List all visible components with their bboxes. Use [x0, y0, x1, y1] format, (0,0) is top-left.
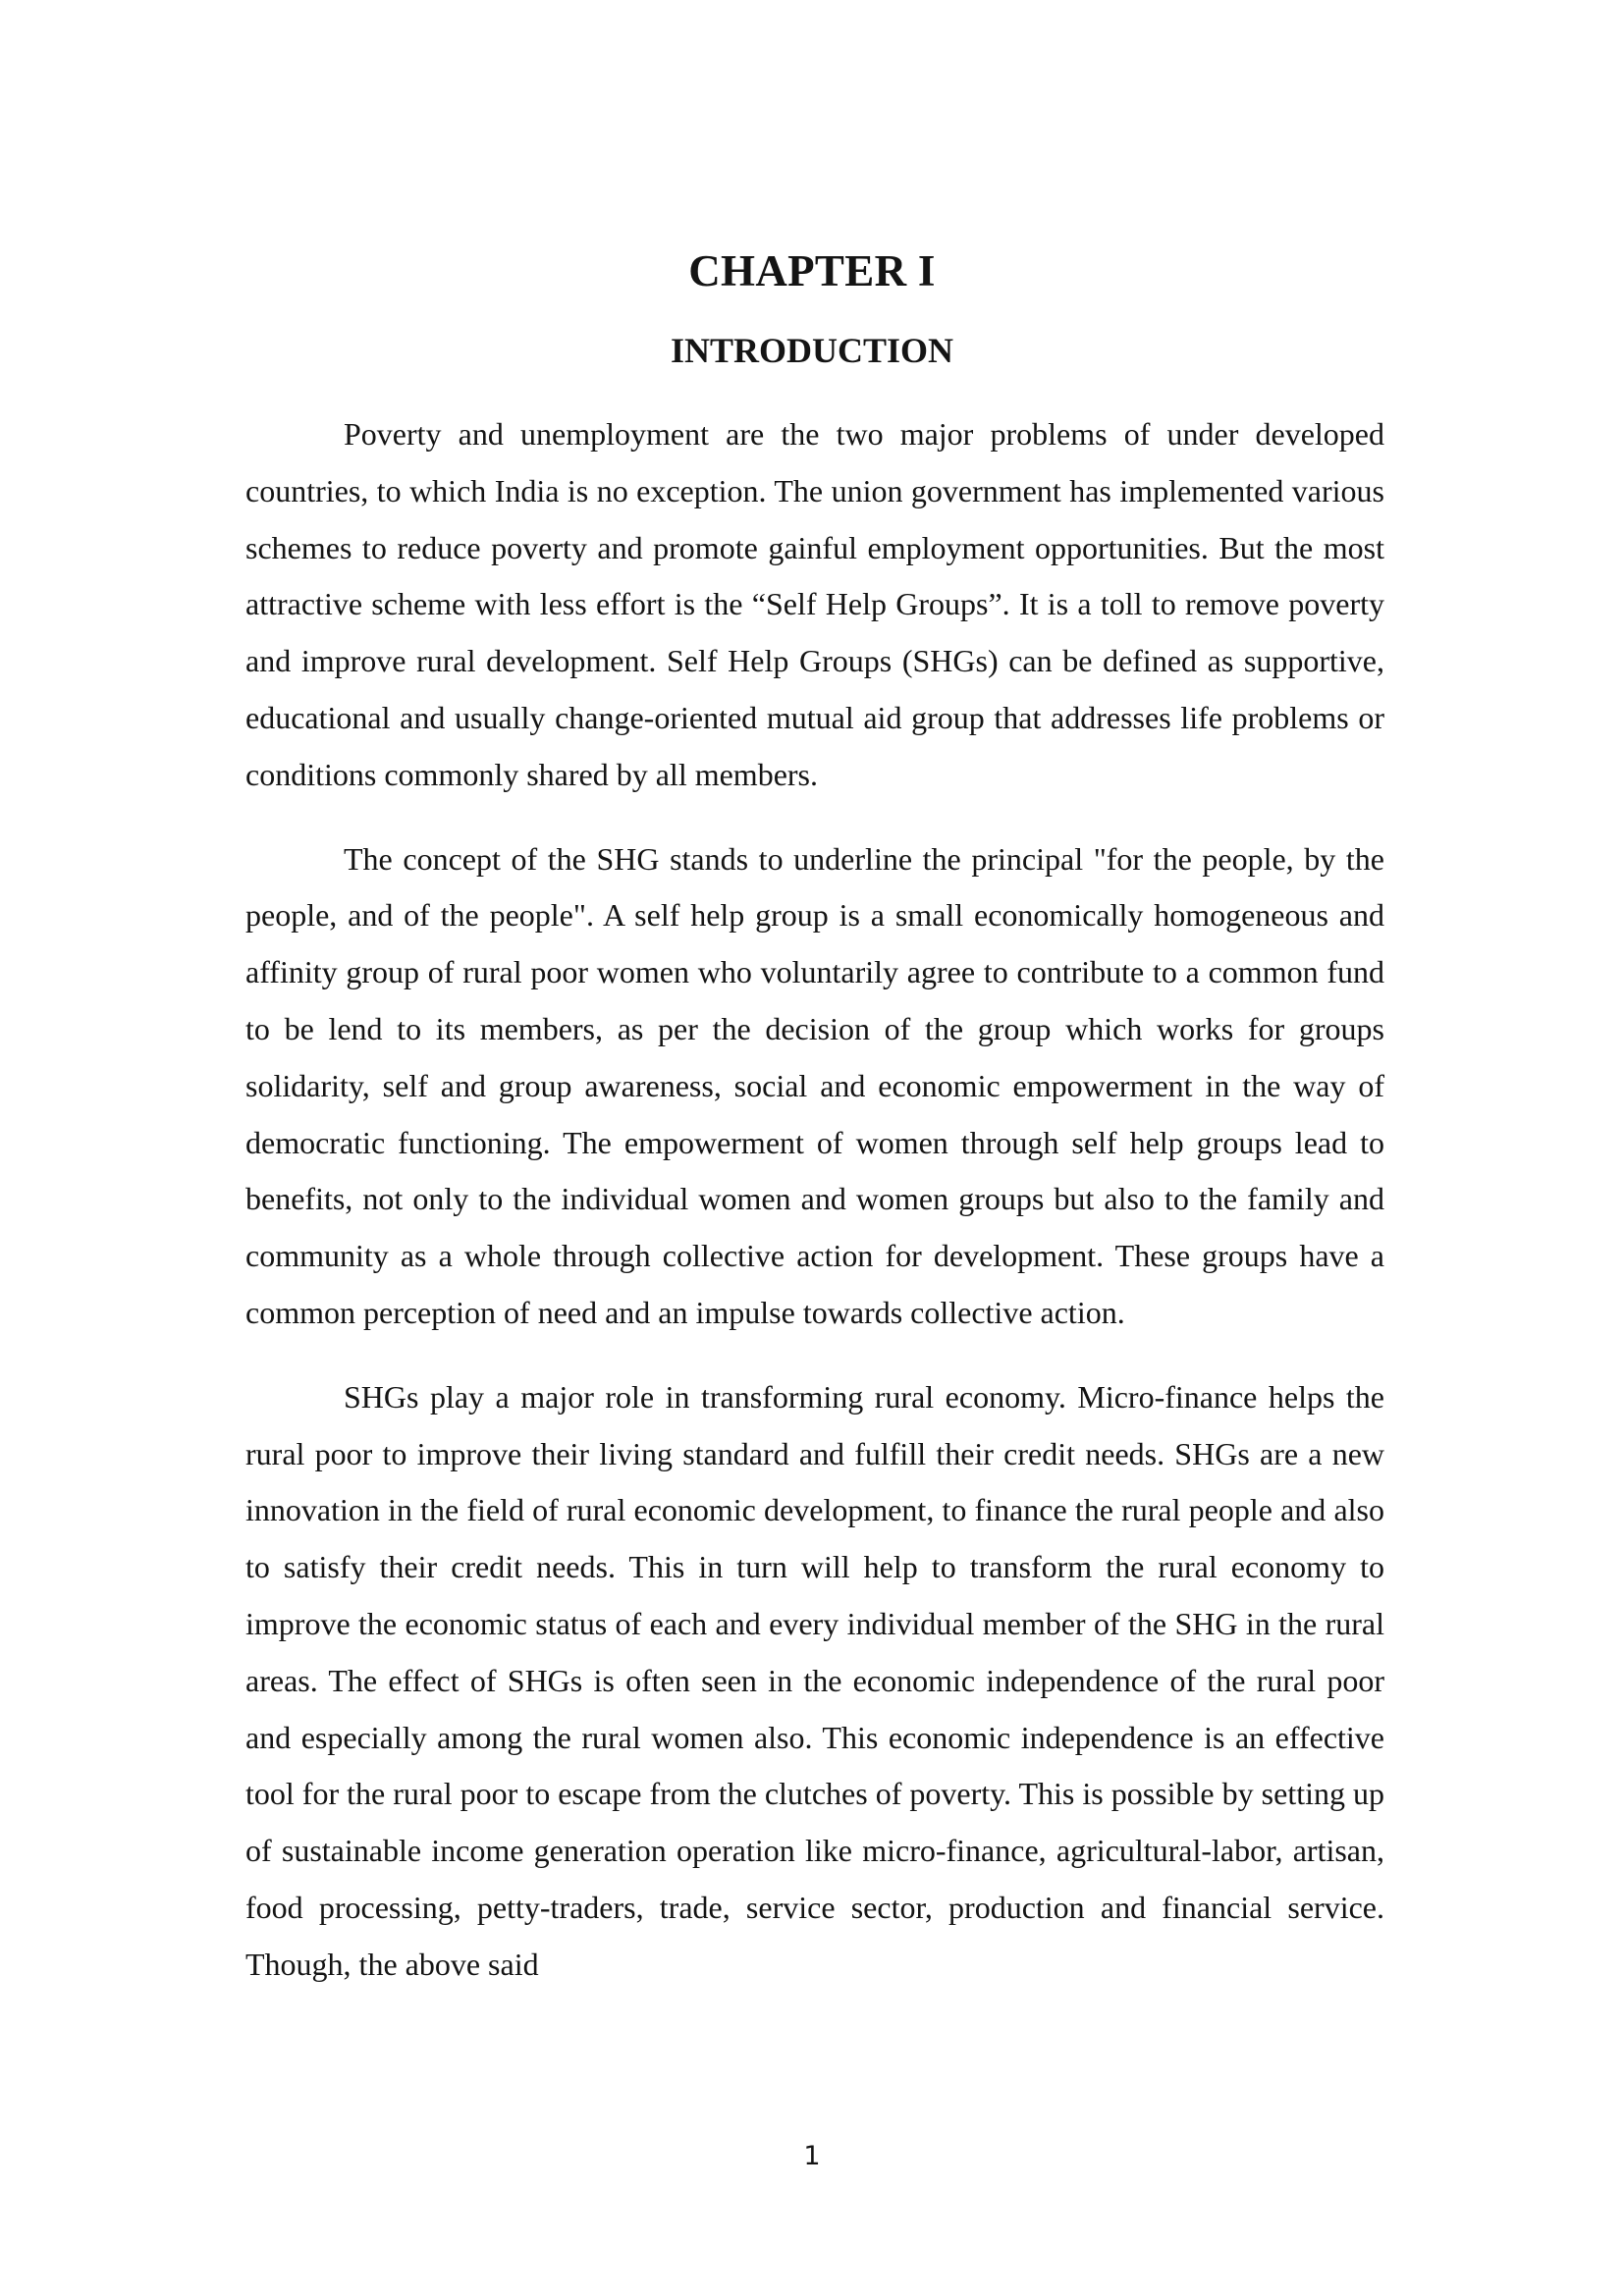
page-number: 1 — [803, 2141, 821, 2171]
paragraph-3: SHGs play a major role in transforming rural economy. Micro-finance helps the rural poor to improve their living standard and fulfill their credit needs. SHGs are a new innovation in the field of rural economic development, to finance the rural people and also to satisfy their credit needs. This in turn will help to transform the rural economy to improve the economic status of each and every individual member of the SHG in the rural areas. The effect of SHGs is often seen in the economic independence of the rural poor and especially among the rural women also. This economic independence is an effective tool for the rural poor to escape from the clutches of poverty. This is possible by setting up of sustainable income generation operation like micro-finance, agricultural-labor, artisan, food processing, petty-traders, trade, service sector, production and financial service. Though, the above said — [245, 1378, 1384, 1982]
body-text — [245, 406, 1384, 2021]
paragraph-1: Poverty and unemployment are the two major problems of under developed countries, to which India is no exception. The union government has implemented various schemes to reduce poverty and promote gainful employment opportunities. But the most attractive scheme with less effort is the “Self Help Groups”. It is a toll to remove poverty and improve rural development. Self Help Groups (SHGs) can be defined as supportive, educational and usually change-oriented mutual aid group that addresses life problems or conditions commonly shared by all members. — [245, 416, 1384, 792]
paragraph-2: The concept of the SHG stands to underline the principal "for the people, by the people, and of the people". A self help group is a small economically homogeneous and affinity group of rural poor women who voluntarily agree to contribute to a common fund to be lend to its members, as per the decision of the group which works for groups solidarity, self and group awareness, social and economic empowerment in the way of democratic functioning. The empowerment of women through self help groups lead to benefits, not only to the individual women and women groups but also to the family and community as a whole through collective action for development. These groups have a common perception of need and an impulse towards collective action. — [245, 840, 1384, 1330]
section-title: INTRODUCTION — [670, 331, 954, 370]
chapter-title: CHAPTER I — [688, 246, 936, 295]
